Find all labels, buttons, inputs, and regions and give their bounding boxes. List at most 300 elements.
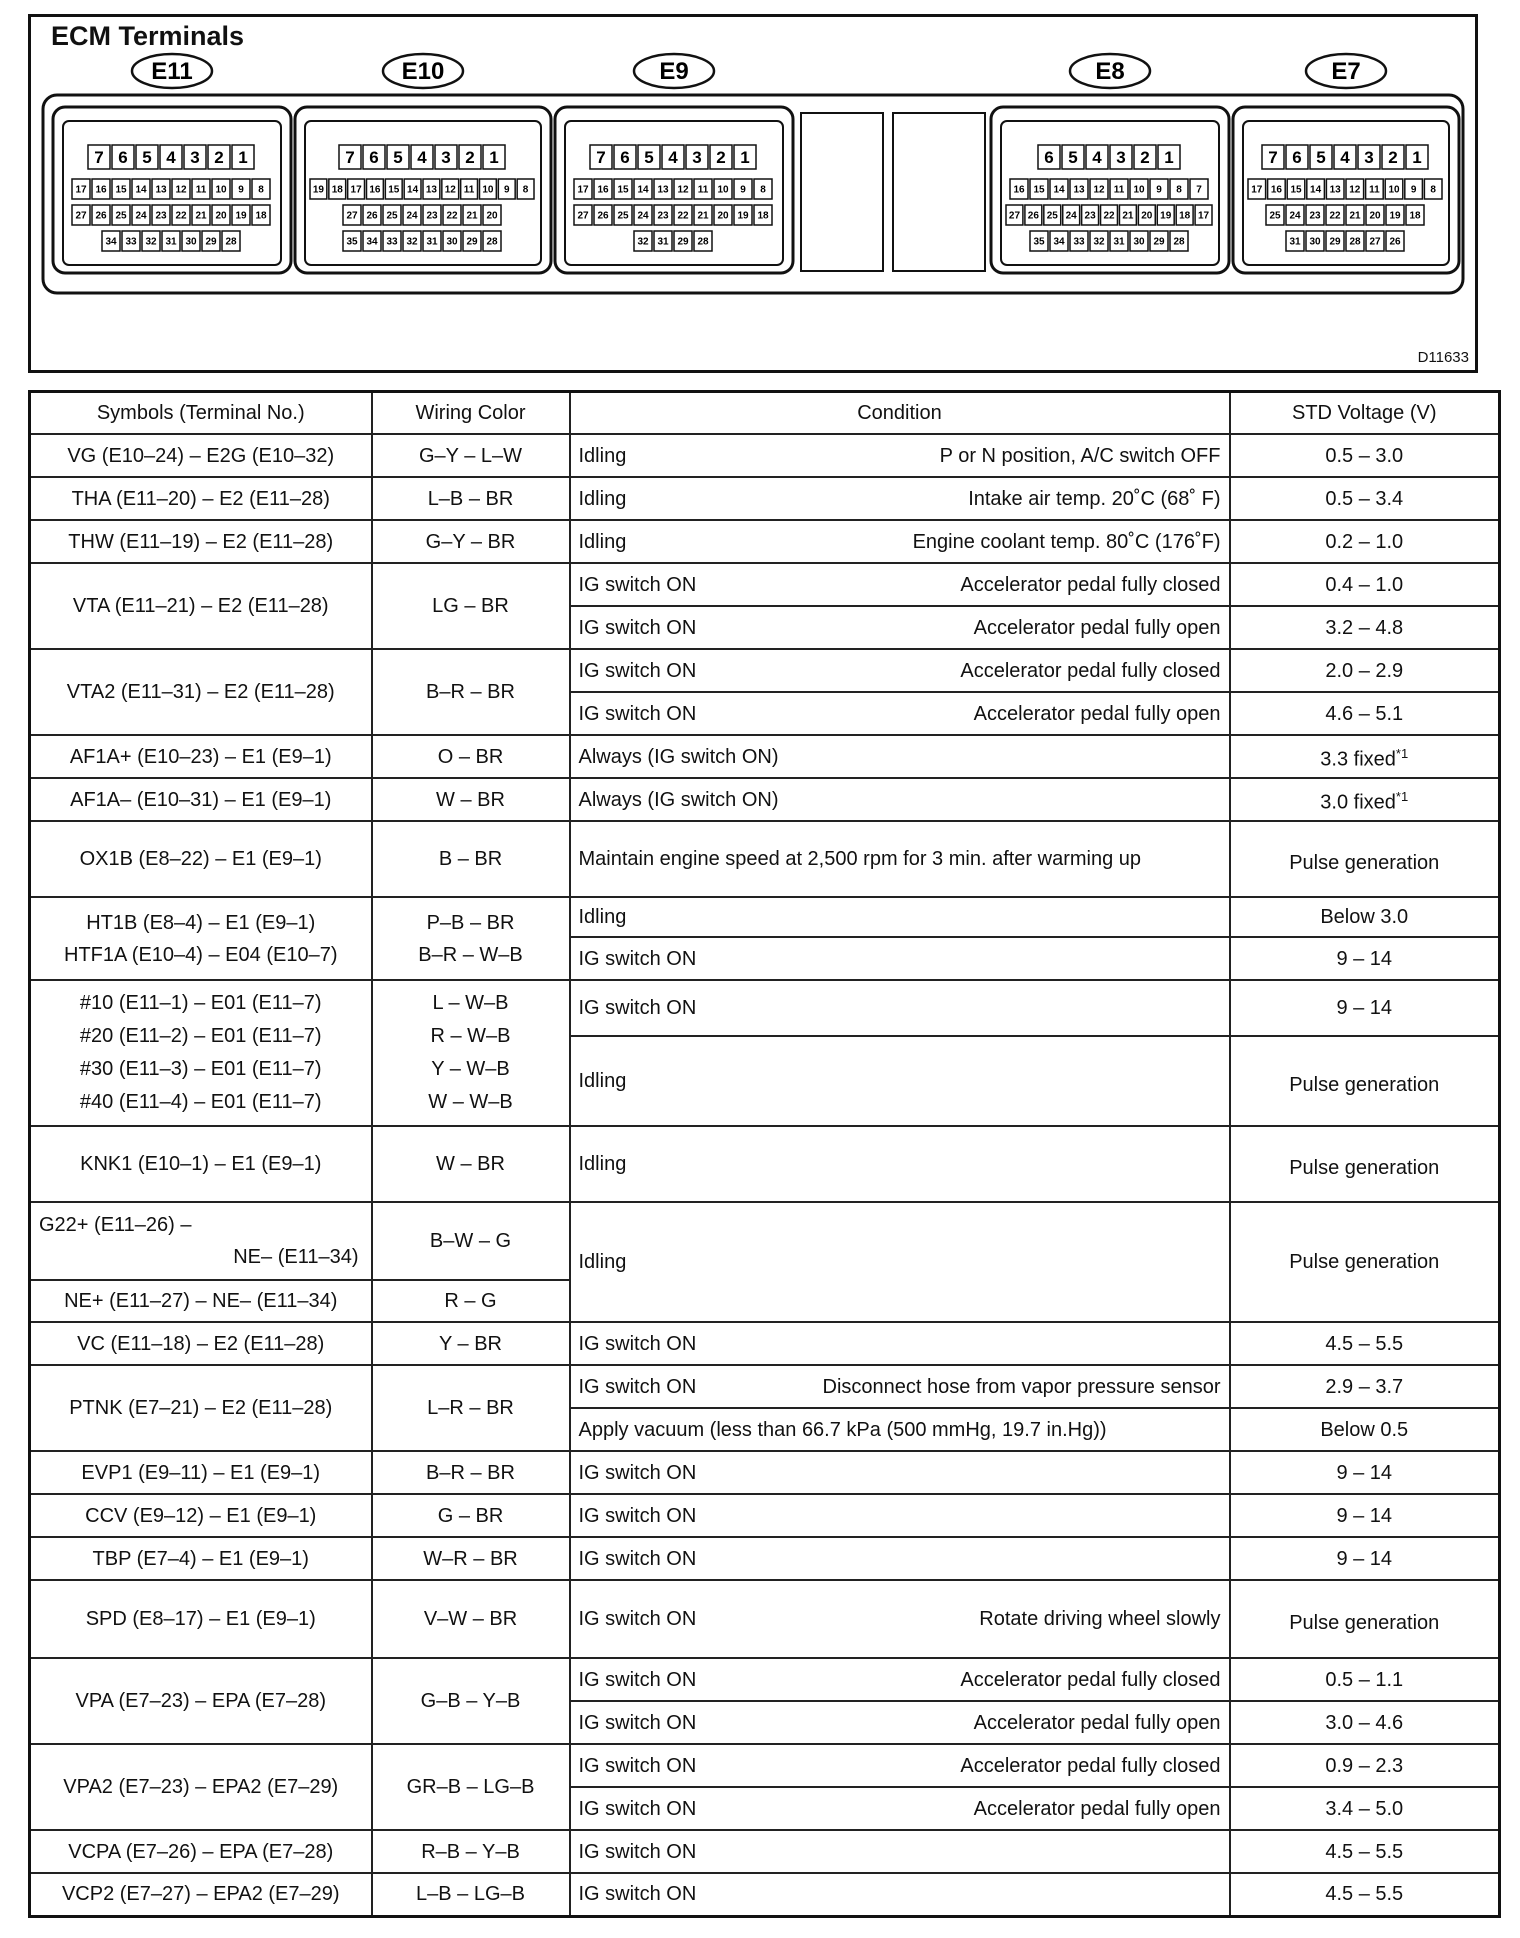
pin-number: 26 (95, 210, 107, 222)
table-row (30, 778, 1500, 821)
table-row (30, 563, 1500, 606)
pin-number: 21 (1122, 210, 1134, 222)
symbol-cell: VCP2 (E7–27) – EPA2 (E7–29) (30, 1873, 372, 1916)
pin-number: 16 (95, 184, 107, 196)
pin-number: 4 (1092, 148, 1102, 168)
voltage-cell: 4.5 – 5.5 (1230, 1873, 1500, 1916)
condition-cell (570, 477, 1230, 520)
voltage-cell: 9 – 14 (1230, 1451, 1500, 1494)
pin-number: 8 (522, 184, 529, 196)
wiring-cell: LG – BR (372, 563, 570, 649)
pin-number: 7 (345, 148, 355, 168)
pin-number: 32 (406, 236, 418, 248)
condition-text: IG switch ON (578, 1797, 697, 1820)
pin-number: 19 (1160, 210, 1172, 222)
pin-number: 2 (465, 148, 475, 168)
symbol-line: #10 (E11–1) – E01 (E11–7) (79, 992, 322, 1014)
table-row (30, 434, 1500, 477)
condition-text: IG switch ON (578, 616, 697, 639)
condition-cell: Always (IG switch ON) (570, 778, 1230, 821)
pin-number: 9 (1410, 184, 1417, 196)
pin-number: 18 (757, 210, 769, 222)
voltage-cell: 3.4 – 5.0 (1230, 1787, 1500, 1830)
condition-cell (570, 1365, 1230, 1408)
pin-number: 21 (466, 210, 478, 222)
wiring-cell: R – G (372, 1280, 570, 1322)
pin-number: 5 (644, 148, 654, 168)
pin-number: 3 (1116, 148, 1126, 168)
voltage-cell: Below 0.5 (1230, 1408, 1500, 1451)
pin-number: 6 (620, 148, 630, 168)
table-row (30, 520, 1500, 563)
connector-label: E11 (151, 58, 193, 85)
pin-number: 12 (677, 184, 689, 196)
pin-number: 14 (1053, 184, 1065, 196)
condition-cell (570, 1658, 1230, 1701)
pin-number: 1 (489, 148, 499, 168)
condition-cell: Apply vacuum (less than 66.7 kPa (500 mmHg, 19.7 in.Hg)) (570, 1408, 1230, 1451)
symbol-cell: VPA2 (E7–23) – EPA2 (E7–29) (30, 1744, 372, 1830)
pin-number: 3 (441, 148, 451, 168)
pin-number: 12 (444, 184, 456, 196)
pin-number: 23 (155, 210, 167, 222)
pin-number: 24 (1289, 210, 1301, 222)
pin-number: 34 (1053, 236, 1065, 248)
condition-detail: Disconnect hose from vapor pressure sensor (822, 1375, 1221, 1398)
pin-number: 26 (1027, 210, 1039, 222)
pin-number: 17 (1197, 210, 1210, 222)
table-row (30, 1202, 1500, 1280)
pin-number: 14 (135, 184, 147, 196)
symbol-cell: CCV (E9–12) – E1 (E9–1) (30, 1494, 372, 1537)
pin-number: 2 (1140, 148, 1150, 168)
connector-label: E10 (401, 58, 445, 85)
pin-number: 8 (258, 184, 264, 196)
voltage-cell: 4.6 – 5.1 (1230, 692, 1500, 735)
wiring-cell: W – BR (372, 778, 570, 821)
pin-number: 26 (1389, 236, 1401, 248)
header-voltage: STD Voltage (V) (1230, 392, 1500, 435)
pin-number: 10 (1133, 184, 1145, 196)
voltage-cell: 0.5 – 1.1 (1230, 1658, 1500, 1701)
symbol-cell: AF1A+ (E10–23) – E1 (E9–1) (30, 735, 372, 778)
pin-number: 22 (1329, 210, 1341, 222)
wiring-line: Y – W–B (431, 1058, 510, 1080)
condition-cell (570, 606, 1230, 649)
symbol-cell: SPD (E8–17) – E1 (E9–1) (30, 1580, 372, 1658)
pin-number: 23 (1084, 210, 1096, 222)
condition-cell (570, 1744, 1230, 1787)
connector-label: E7 (1331, 58, 1361, 85)
pin-number: 13 (1073, 184, 1085, 196)
pin-number: 2 (1388, 148, 1398, 168)
table-row (30, 649, 1500, 692)
pin-number: 11 (195, 184, 207, 196)
condition-detail: Rotate driving wheel slowly (979, 1608, 1221, 1630)
figure-title: ECM Terminals (51, 21, 245, 51)
symbol-cell (30, 980, 372, 1126)
condition-text: IG switch ON (578, 1375, 697, 1398)
table-row (30, 1873, 1500, 1916)
pin-number: 11 (1369, 184, 1380, 196)
wiring-cell: L–B – BR (372, 477, 570, 520)
pin-number: 10 (1388, 184, 1400, 196)
pin-number: 8 (760, 184, 766, 196)
table-row (30, 1126, 1500, 1202)
symbol-cell: TBP (E7–4) – E1 (E9–1) (30, 1537, 372, 1580)
pin-number: 23 (657, 210, 669, 222)
pin-number: 5 (393, 148, 403, 168)
pin-number: 35 (1033, 236, 1045, 248)
pin-number: 11 (463, 184, 475, 196)
pin-number: 2 (716, 148, 726, 168)
wiring-cell: G–B – Y–B (372, 1658, 570, 1744)
symbol-cell (30, 897, 372, 980)
symbol-cell: VCPA (E7–26) – EPA (E7–28) (30, 1830, 372, 1873)
condition-cell: IG switch ON (570, 1322, 1230, 1365)
condition-cell: IG switch ON (570, 1873, 1230, 1916)
pin-number: 14 (637, 184, 649, 196)
pin-number: 21 (195, 210, 207, 222)
pin-number: 16 (1013, 184, 1025, 196)
wiring-cell (372, 980, 570, 1126)
pin-number: 22 (1103, 210, 1115, 222)
condition-cell (570, 434, 1230, 477)
symbol-cell: VPA (E7–23) – EPA (E7–28) (30, 1658, 372, 1744)
condition-detail: P or N position, A/C switch OFF (939, 444, 1221, 467)
wiring-cell: B–R – BR (372, 649, 570, 735)
pin-number: 27 (1369, 236, 1381, 248)
table-row (30, 821, 1500, 897)
header-symbols: Symbols (Terminal No.) (30, 392, 372, 435)
pin-number: 4 (417, 148, 427, 168)
symbol-line: G22+ (E11–26) – (39, 1214, 192, 1236)
pin-number: 30 (446, 236, 458, 248)
condition-cell (570, 1787, 1230, 1830)
pin-number: 10 (215, 184, 227, 196)
symbol-line: #40 (E11–4) – E01 (E11–7) (79, 1091, 322, 1113)
pin-number: 31 (426, 236, 438, 248)
pin-number: 33 (386, 236, 398, 248)
wiring-cell: R–B – Y–B (372, 1830, 570, 1873)
pin-number: 23 (426, 210, 438, 222)
pin-number: 32 (637, 236, 649, 248)
table-row (30, 897, 1500, 937)
table-row (30, 477, 1500, 520)
blank-slot (801, 113, 883, 271)
condition-text: Idling (578, 487, 627, 510)
voltage-cell: Pulse generation (1230, 1202, 1500, 1322)
pin-number: 27 (1008, 210, 1021, 222)
condition-cell: Idling (570, 897, 1230, 937)
symbol-line: #20 (E11–2) – E01 (E11–7) (79, 1025, 322, 1047)
pin-number: 25 (115, 210, 127, 222)
pin-number: 20 (717, 210, 729, 222)
condition-cell: Idling (570, 1202, 1230, 1322)
condition-text: IG switch ON (578, 573, 697, 596)
wiring-cell (372, 897, 570, 980)
condition-detail: Accelerator pedal fully closed (960, 1754, 1221, 1777)
condition-cell: IG switch ON (570, 1830, 1230, 1873)
wiring-line: P–B – BR (426, 911, 515, 934)
pin-number: 24 (637, 210, 649, 222)
pin-number: 13 (657, 184, 669, 196)
symbol-cell: AF1A– (E10–31) – E1 (E9–1) (30, 778, 372, 821)
condition-detail: Accelerator pedal fully closed (960, 659, 1221, 682)
pin-number: 1 (740, 148, 750, 168)
pin-number: 11 (1113, 184, 1125, 196)
pin-number: 18 (331, 184, 343, 196)
pin-number: 19 (1389, 210, 1401, 222)
voltage-cell: 3.0 – 4.6 (1230, 1701, 1500, 1744)
pin-number: 25 (1269, 210, 1281, 222)
voltage-cell (1230, 735, 1500, 778)
voltage-cell: 0.9 – 2.3 (1230, 1744, 1500, 1787)
table-row (30, 980, 1500, 1036)
pin-number: 8 (1176, 184, 1182, 196)
table-row (30, 1830, 1500, 1873)
pin-number: 16 (597, 184, 609, 196)
symbol-cell: EVP1 (E9–11) – E1 (E9–1) (30, 1451, 372, 1494)
pin-number: 18 (1179, 210, 1191, 222)
pin-number: 21 (697, 210, 709, 222)
pin-number: 15 (115, 184, 127, 196)
pin-number: 16 (1270, 184, 1282, 196)
table-row (30, 1322, 1500, 1365)
pin-number: 30 (185, 236, 197, 248)
symbol-cell: THA (E11–20) – E2 (E11–28) (30, 477, 372, 520)
voltage-cell: Pulse generation (1230, 1126, 1500, 1202)
pin-number: 34 (366, 236, 378, 248)
pin-number: 19 (737, 210, 749, 222)
pin-number: 35 (346, 236, 358, 248)
symbol-cell: NE+ (E11–27) – NE– (E11–34) (30, 1280, 372, 1322)
voltage-cell: 4.5 – 5.5 (1230, 1830, 1500, 1873)
condition-text: IG switch ON (578, 1711, 697, 1734)
pin-number: 4 (1340, 148, 1350, 168)
pin-number: 14 (1310, 184, 1322, 196)
footnote-mark: *1 (1395, 788, 1409, 804)
pin-number: 15 (1290, 184, 1302, 196)
wiring-cell: G–Y – BR (372, 520, 570, 563)
voltage-cell: 0.2 – 1.0 (1230, 520, 1500, 563)
voltage-cell: 2.0 – 2.9 (1230, 649, 1500, 692)
pin-number: 25 (386, 210, 398, 222)
table-row (30, 1658, 1500, 1701)
pin-number: 4 (668, 148, 678, 168)
pin-number: 24 (135, 210, 147, 222)
voltage-cell: 0.5 – 3.0 (1230, 434, 1500, 477)
symbol-line: HT1B (E8–4) – E1 (E9–1) (86, 911, 316, 934)
wiring-cell: B–W – G (372, 1202, 570, 1280)
pin-number: 29 (1153, 236, 1165, 248)
pin-number: 24 (1065, 210, 1077, 222)
pin-number: 32 (1093, 236, 1105, 248)
pin-number: 18 (255, 210, 267, 222)
condition-text: IG switch ON (578, 1608, 697, 1630)
pin-number: 5 (142, 148, 152, 168)
voltage-cell: 3.2 – 4.8 (1230, 606, 1500, 649)
pin-number: 9 (503, 184, 510, 196)
pin-number: 29 (1329, 236, 1341, 248)
condition-cell: Idling (570, 1126, 1230, 1202)
pin-number: 4 (166, 148, 176, 168)
symbol-cell: OX1B (E8–22) – E1 (E9–1) (30, 821, 372, 897)
pin-number: 19 (312, 184, 324, 196)
voltage-cell: 0.5 – 3.4 (1230, 477, 1500, 520)
pin-number: 31 (657, 236, 669, 248)
wiring-cell: W–R – BR (372, 1537, 570, 1580)
condition-cell: IG switch ON (570, 1494, 1230, 1537)
condition-detail: Accelerator pedal fully closed (960, 1668, 1221, 1691)
pin-number: 33 (125, 236, 137, 248)
voltage-cell (1230, 778, 1500, 821)
table-row (30, 1537, 1500, 1580)
pin-number: 23 (1309, 210, 1321, 222)
pin-number: 7 (1268, 148, 1278, 168)
pin-number: 21 (1349, 210, 1361, 222)
wiring-cell: B–R – BR (372, 1451, 570, 1494)
pin-number: 1 (238, 148, 248, 168)
connector-diagram (31, 17, 1475, 370)
pin-number: 20 (1141, 210, 1153, 222)
pin-number: 2 (214, 148, 224, 168)
pin-number: 1 (1164, 148, 1174, 168)
pin-number: 9 (1156, 184, 1162, 196)
condition-detail: Accelerator pedal fully open (973, 1711, 1221, 1734)
condition-text: IG switch ON (578, 1754, 697, 1777)
pin-number: 11 (697, 184, 709, 196)
pin-number: 32 (145, 236, 157, 248)
wiring-cell: W – BR (372, 1126, 570, 1202)
wiring-cell: L–R – BR (372, 1365, 570, 1451)
pin-number: 7 (1196, 184, 1202, 196)
symbol-cell: VC (E11–18) – E2 (E11–28) (30, 1322, 372, 1365)
pin-number: 31 (1289, 236, 1301, 248)
pin-number: 29 (466, 236, 478, 248)
pin-number: 15 (617, 184, 629, 196)
pin-number: 7 (94, 148, 104, 168)
symbol-line: #30 (E11–3) – E01 (E11–7) (79, 1058, 322, 1080)
wiring-line: L – W–B (432, 992, 509, 1014)
condition-detail: Accelerator pedal fully open (973, 1797, 1221, 1820)
pin-number: 5 (1068, 148, 1078, 168)
symbol-cell: PTNK (E7–21) – E2 (E11–28) (30, 1365, 372, 1451)
pin-number: 3 (1364, 148, 1374, 168)
wiring-cell: G–Y – L–W (372, 434, 570, 477)
pin-number: 25 (617, 210, 629, 222)
condition-cell (570, 1701, 1230, 1744)
table-header-row (30, 392, 1500, 435)
condition-cell (570, 1580, 1230, 1658)
pin-number: 10 (482, 184, 494, 196)
wiring-cell: G – BR (372, 1494, 570, 1537)
pin-number: 30 (1133, 236, 1145, 248)
voltage-value: 3.0 fixed (1320, 791, 1396, 814)
voltage-cell: Below 3.0 (1230, 897, 1500, 937)
pin-number: 17 (350, 184, 362, 196)
pin-number: 33 (1073, 236, 1085, 248)
pin-number: 22 (446, 210, 458, 222)
pin-number: 6 (1044, 148, 1054, 168)
terminal-table (28, 390, 1501, 1918)
pin-number: 15 (1033, 184, 1045, 196)
pin-number: 22 (677, 210, 689, 222)
pin-number: 16 (369, 184, 381, 196)
condition-text: Idling (578, 444, 627, 467)
connector-label: E9 (659, 58, 689, 85)
condition-cell: IG switch ON (570, 1537, 1230, 1580)
pin-number: 27 (346, 210, 358, 222)
condition-cell (570, 649, 1230, 692)
pin-number: 8 (1430, 184, 1436, 196)
symbol-line: HTF1A (E10–4) – E04 (E10–7) (64, 943, 338, 966)
pin-number: 10 (717, 184, 729, 196)
wiring-line: W – W–B (428, 1091, 513, 1113)
figure-id: D11633 (1417, 349, 1469, 366)
voltage-cell: 4.5 – 5.5 (1230, 1322, 1500, 1365)
wiring-line: B–R – W–B (418, 943, 523, 966)
pin-number: 14 (407, 184, 419, 196)
table-row (30, 1494, 1500, 1537)
pin-number: 12 (175, 184, 187, 196)
voltage-cell: 9 – 14 (1230, 1537, 1500, 1580)
connector-label: E8 (1095, 58, 1125, 85)
wiring-cell: L–B – LG–B (372, 1873, 570, 1916)
pin-number: 9 (238, 184, 244, 196)
pin-number: 13 (155, 184, 167, 196)
header-wiring: Wiring Color (372, 392, 570, 435)
footnote-mark: *1 (1395, 745, 1409, 761)
blank-slot (893, 113, 985, 271)
voltage-cell: 0.4 – 1.0 (1230, 563, 1500, 606)
condition-cell: IG switch ON (570, 1451, 1230, 1494)
connector-figure (28, 14, 1478, 373)
pin-number: 6 (369, 148, 379, 168)
pin-number: 6 (118, 148, 128, 168)
voltage-cell: 9 – 14 (1230, 980, 1500, 1036)
pin-number: 3 (692, 148, 702, 168)
pin-number: 28 (1349, 236, 1361, 248)
pin-number: 31 (165, 236, 177, 248)
condition-text: IG switch ON (578, 702, 697, 725)
symbol-cell: THW (E11–19) – E2 (E11–28) (30, 520, 372, 563)
voltage-cell: Pulse generation (1230, 1580, 1500, 1658)
symbol-cell: KNK1 (E10–1) – E1 (E9–1) (30, 1126, 372, 1202)
condition-cell: Idling (570, 1036, 1230, 1126)
condition-text: IG switch ON (578, 1668, 697, 1691)
pin-number: 30 (1309, 236, 1321, 248)
pin-number: 26 (597, 210, 609, 222)
pin-number: 28 (225, 236, 237, 248)
condition-detail: Accelerator pedal fully open (973, 702, 1221, 725)
table-row (30, 735, 1500, 778)
voltage-cell: Pulse generation (1230, 1036, 1500, 1126)
pin-number: 17 (75, 184, 87, 196)
pin-number: 29 (205, 236, 217, 248)
table-row (30, 1580, 1500, 1658)
condition-cell: IG switch ON (570, 937, 1230, 980)
condition-text: IG switch ON (578, 659, 697, 682)
pin-number: 27 (75, 210, 87, 222)
condition-cell (570, 692, 1230, 735)
pin-number: 13 (425, 184, 437, 196)
symbol-cell (30, 1202, 372, 1280)
symbol-cell: VTA (E11–21) – E2 (E11–28) (30, 563, 372, 649)
pin-number: 29 (677, 236, 689, 248)
pin-number: 13 (1329, 184, 1341, 196)
condition-text: Idling (578, 530, 627, 553)
